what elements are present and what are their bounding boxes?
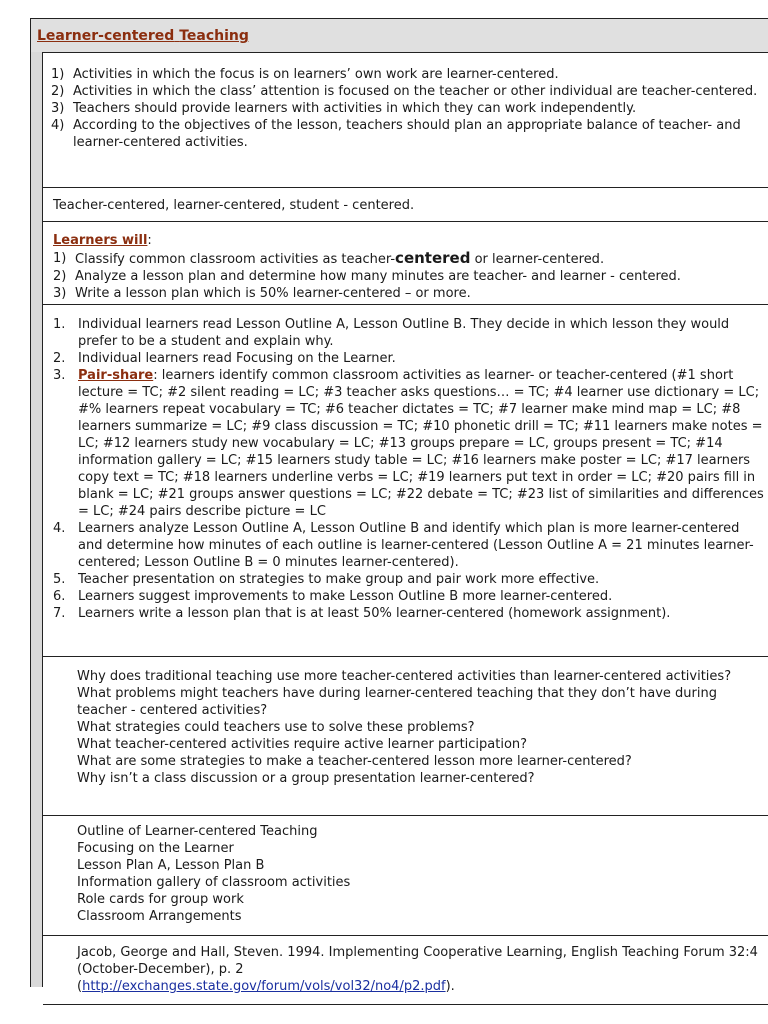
learners-will-row: [43, 222, 768, 305]
material-item: Information gallery of classroom activities: [77, 875, 351, 890]
list-item: 3) Write a lesson plan which is 50% learner-centered – or more.: [53, 286, 471, 301]
reference-row: [43, 936, 768, 1005]
question-item: What are some strategies to make a teacher-centered lesson more learner-centered?: [77, 754, 632, 769]
list-item: 3. Pair-share: learners identify common classroom activities as learner- or teacher-centered (#1 short lecture = TC; #2 silent reading = LC; #3 teacher asks questions… = TC; #4 learner use dictionary = LC; #% learners repeat vocabulary = TC; #6 teacher dictates = TC; #7 learner make mind map = LC; #8 learners summarize = LC; #9 class discussion = TC; #10 phonetic drill = TC; #11 learners make notes = LC; #12 learners study new vocabulary = LC; #13 groups prepare = LC, groups present = TC; #14 information gallery = LC; #15 learners study table = LC; #16 learners make poster = LC; #17 learners copy text = TC; #18 learners underline verbs = LC; #19 learners put text in order = LC; #20 pairs fill in blank = LC; #21 groups answer questions = LC; #22 debate = TC; #23 list of similarities and differences = LC; #24 pairs describe picture = LC: [53, 368, 764, 519]
question-item: What teacher-centered activities require active learner participation?: [77, 737, 528, 752]
list-item: 5. Teacher presentation on strategies to make group and pair work more effective.: [53, 572, 600, 587]
reference-link[interactable]: http://exchanges.state.gov/forum/vols/vol32/no4/p2.pdf: [82, 979, 446, 994]
objectives-row: [43, 53, 768, 188]
list-item: 1) Classify common classroom activities as teacher-centered or learner-centered.: [53, 249, 605, 267]
list-item: 1. Individual learners read Lesson Outline A, Lesson Outline B. They decide in which lesson they would prefer to be a student and explain why.: [53, 317, 730, 349]
reference-text: Jacob, George and Hall, Steven. 1994. Implementing Cooperative Learning, English Teaching Forum 32:4 (October-December), p. 2 (http://exchanges.state.gov/forum/vols/vol32/no4/p2.pdf).: [77, 945, 758, 994]
material-item: Classroom Arrangements: [77, 909, 242, 924]
questions-row: [43, 657, 768, 816]
page-title: Learner-centered Teaching: [37, 28, 249, 44]
list-item: 4. Learners analyze Lesson Outline A, Lesson Outline B and identify which plan is more learner-centered and determine how minutes of each outline is learner-centered (Lesson Outline A = 21 minutes learner-centered; Lesson Outline B = 0 minutes learner-centered).: [53, 521, 754, 570]
list-item: 2) Analyze a lesson plan and determine how many minutes are teacher- and learner - centered.: [53, 269, 681, 284]
question-item: Why does traditional teaching use more teacher-centered activities than learner-centered activities?: [77, 669, 732, 684]
procedure-list: [53, 316, 767, 622]
left-gutter: [31, 52, 43, 987]
list-item: 1) Activities in which the focus is on learners’ own work are learner-centered.: [51, 67, 559, 82]
lesson-table: [30, 18, 768, 994]
list-item: 2. Individual learners read Focusing on the Learner.: [53, 351, 396, 366]
vocabulary-row: [43, 188, 768, 222]
learners-will-heading: Learners will:: [53, 233, 152, 248]
list-item: 7. Learners write a lesson plan that is at least 50% learner-centered (homework assignment).: [53, 606, 671, 621]
question-item: What strategies could teachers use to solve these problems?: [77, 720, 475, 735]
objectives-list: [51, 66, 767, 151]
question-item: Why isn’t a class discussion or a group presentation learner-centered?: [77, 771, 535, 786]
list-item: 6. Learners suggest improvements to make Lesson Outline B more learner-centered.: [53, 589, 613, 604]
pair-share-label: Pair-share: [78, 368, 154, 383]
question-item: What problems might teachers have during learner-centered teaching that they don’t have during teacher - centered activities?: [77, 686, 717, 718]
material-item: Lesson Plan A, Lesson Plan B: [77, 858, 265, 873]
list-item: 3) Teachers should provide learners with activities in which they can work independently.: [51, 101, 637, 116]
material-item: Role cards for group work: [77, 892, 244, 907]
list-item: 2) Activities in which the class’ attention is focused on the teacher or other individual are teacher-centered.: [51, 84, 758, 99]
title-row: [31, 19, 768, 53]
materials-list: [77, 823, 350, 925]
procedure-row: [43, 305, 768, 657]
list-item: 4) According to the objectives of the lesson, teachers should plan an appropriate balance of teacher- and learner-centered activities.: [51, 118, 741, 150]
material-item: Focusing on the Learner: [77, 841, 234, 856]
vocabulary-text: Teacher-centered, learner-centered, student - centered.: [53, 198, 415, 213]
questions-list: [77, 668, 737, 787]
learners-will-list: [53, 250, 767, 302]
material-item: Outline of Learner-centered Teaching: [77, 824, 318, 839]
materials-row: [43, 816, 768, 936]
